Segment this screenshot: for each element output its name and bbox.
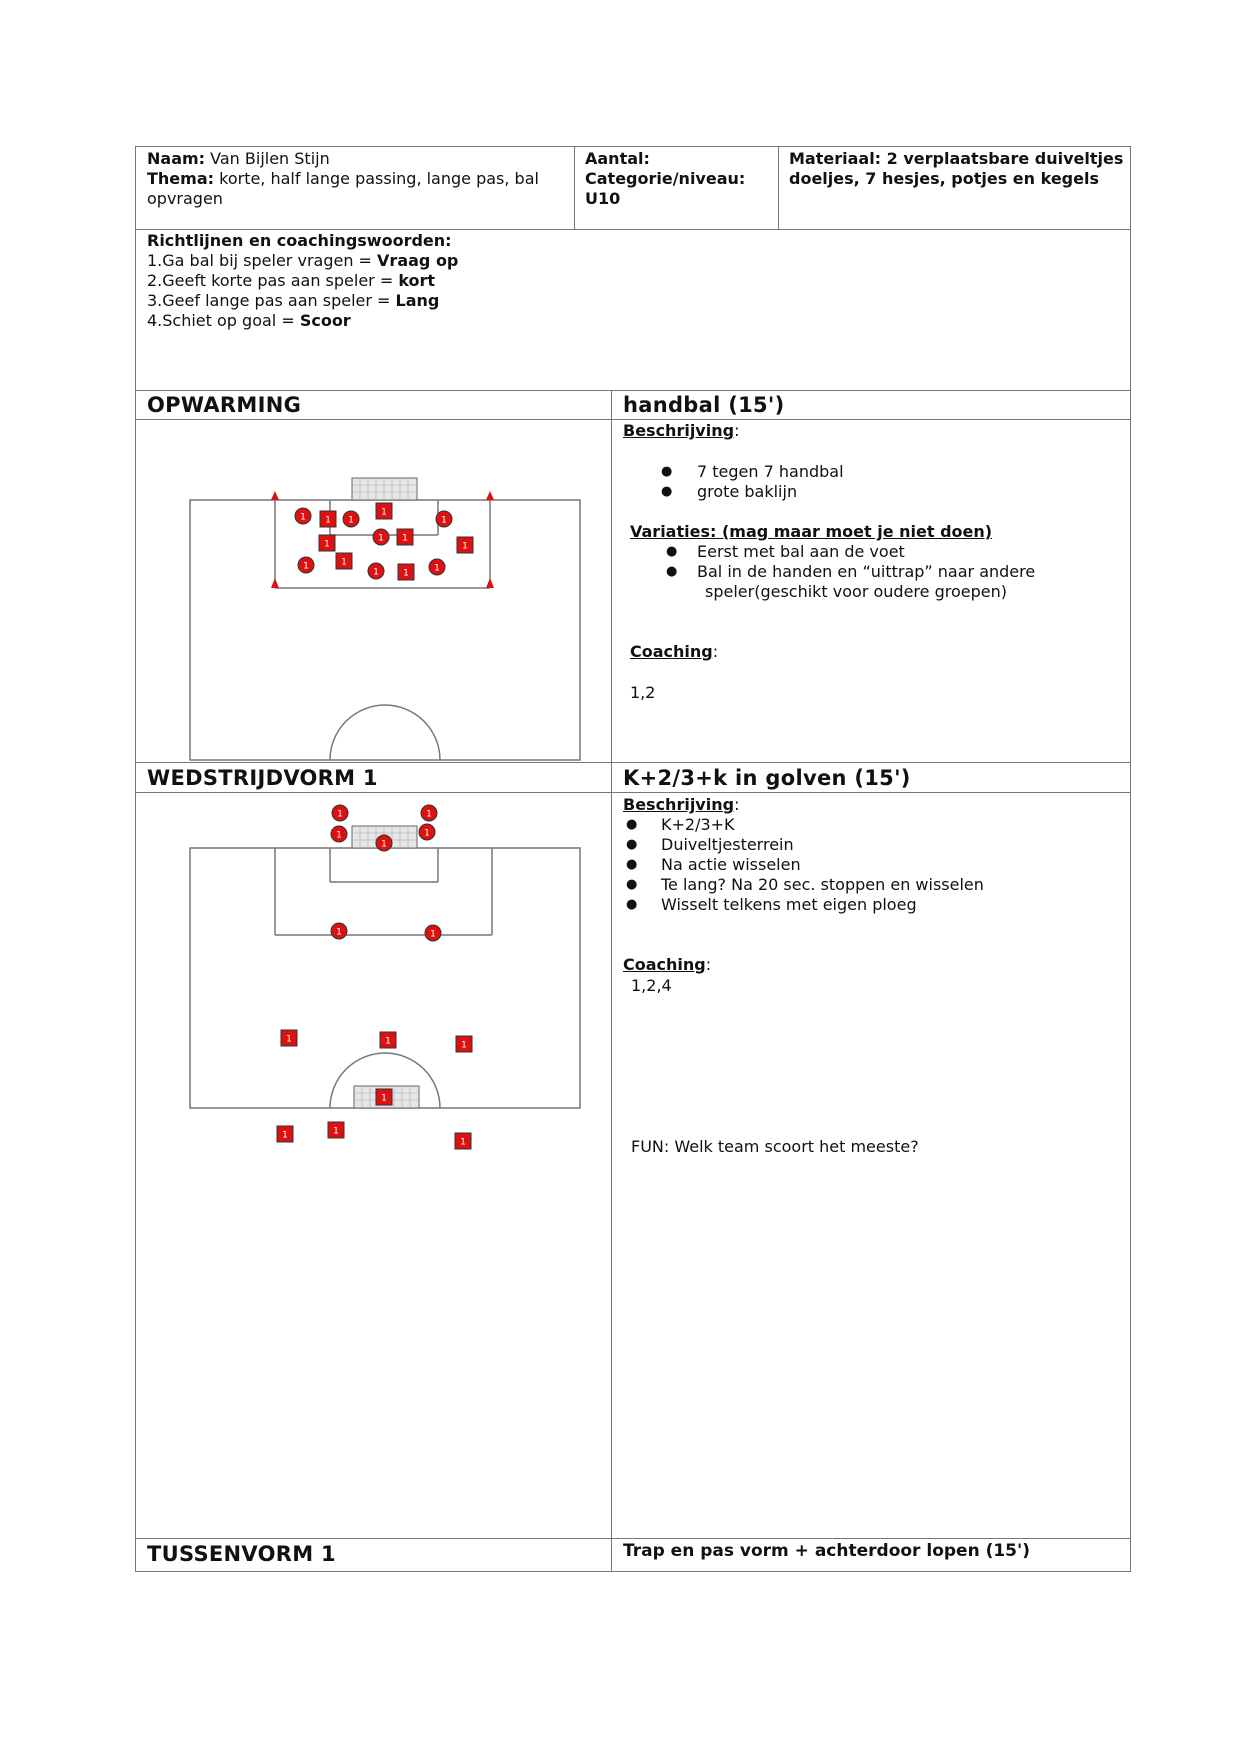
svg-text:1: 1 (385, 1036, 391, 1047)
bullet-dot: ● (626, 837, 638, 852)
svg-text:1: 1 (441, 515, 447, 526)
categorie-value: U10 (585, 189, 621, 208)
svg-text:1: 1 (426, 809, 432, 820)
svg-text:1: 1 (381, 507, 387, 518)
coaching-label: Coaching (623, 955, 706, 974)
richtlijnen-title: Richtlijnen en coachingswoorden: (147, 231, 452, 250)
bullet-dot: ● (661, 484, 673, 499)
variatie-item: speler(geschikt voor oudere groepen) (705, 582, 1007, 601)
coaching-value: 1,2 (630, 683, 656, 702)
svg-text:1: 1 (333, 1126, 339, 1137)
svg-text:1: 1 (336, 830, 342, 841)
bullet-item: Duiveltjesterrein (661, 835, 794, 854)
svg-text:1: 1 (402, 533, 408, 544)
bullet-item: K+2/3+K (661, 815, 735, 834)
bullet-dot: ● (666, 544, 678, 559)
svg-text:1: 1 (324, 539, 330, 550)
richtlijn-item: 2.Geeft korte pas aan speler = kort (147, 271, 436, 290)
bullet-dot: ● (626, 877, 638, 892)
coaching-value: 1,2,4 (631, 976, 672, 995)
thema-value: korte, half lange passing, lange pas, bal opvragen (147, 169, 539, 208)
svg-text:1: 1 (460, 1137, 466, 1148)
categorie-label: Categorie/niveau: (585, 169, 746, 188)
svg-text:1: 1 (462, 541, 468, 552)
naam-label: Naam: (147, 149, 206, 168)
materiaal-text: Materiaal: 2 verplaatsbare duiveltjes doeljes, 7 hesjes, potjes en kegels (789, 149, 1124, 188)
bullet-dot: ● (626, 897, 638, 912)
svg-text:1: 1 (403, 568, 409, 579)
svg-text:1: 1 (282, 1130, 288, 1141)
player-square-token (456, 1036, 472, 1052)
wedstrijdvorm-subtitle: K+2/3+k in golven (15') (623, 766, 911, 790)
player-circle-token (331, 923, 347, 939)
variatie-item: Eerst met bal aan de voet (697, 542, 905, 561)
player-square-token (328, 1122, 344, 1138)
richtlijn-item: 1.Ga bal bij speler vragen = Vraag op (147, 251, 459, 270)
bullet-item: grote baklijn (697, 482, 798, 501)
svg-text:1: 1 (381, 1093, 387, 1104)
beschrijving-label: Beschrijving (623, 795, 735, 814)
svg-text:1: 1 (434, 563, 440, 574)
fun-text: FUN: Welk team scoort het meeste? (631, 1137, 919, 1156)
player-square-token (281, 1030, 297, 1046)
player-circle-token (419, 824, 435, 840)
svg-text:1: 1 (381, 839, 387, 850)
svg-text:1: 1 (373, 567, 379, 578)
richtlijn-item: 3.Geef lange pas aan speler = Lang (147, 291, 440, 310)
svg-text:1: 1 (300, 512, 306, 523)
opwarming-beschrijving: Beschrijving: (623, 421, 740, 440)
svg-text:1: 1 (336, 927, 342, 938)
player-circle-token (421, 805, 437, 821)
variatie-item: Bal in de handen en “uittrap” naar andere (697, 562, 1036, 581)
svg-text:1: 1 (341, 557, 347, 568)
naam-value: Van Bijlen Stijn (210, 149, 330, 168)
svg-text:1: 1 (424, 828, 430, 839)
svg-text:1: 1 (303, 561, 309, 572)
beschrijving-label: Beschrijving (623, 421, 735, 440)
bullet-item: Na actie wisselen (661, 855, 801, 874)
svg-text:1: 1 (337, 809, 343, 820)
svg-text:1: 1 (348, 515, 354, 526)
tussenvorm-subtitle: Trap en pas vorm + achterdoor lopen (15') (623, 1541, 1030, 1561)
svg-text:1: 1 (325, 515, 331, 526)
tussenvorm-title: TUSSENVORM 1 (147, 1542, 336, 1566)
richtlijn-item: 4.Schiet op goal = Scoor (147, 311, 351, 330)
aantal-label: Aantal: (585, 149, 650, 168)
bullet-item: Wisselt telkens met eigen ploeg (661, 895, 917, 914)
bullet-item: Te lang? Na 20 sec. stoppen en wisselen (661, 875, 984, 894)
opwarming-title: OPWARMING (147, 393, 302, 417)
wedstrijdvorm-coaching: Coaching: (623, 955, 712, 974)
svg-text:1: 1 (286, 1034, 292, 1045)
player-square-token (277, 1126, 293, 1142)
opwarming-subtitle: handbal (15') (623, 393, 785, 417)
bullet-dot: ● (661, 464, 673, 479)
player-circle-token (331, 826, 347, 842)
player-circle-token (425, 925, 441, 941)
bullet-dot: ● (626, 817, 638, 832)
svg-text:1: 1 (461, 1040, 467, 1051)
bullet-item: 7 tegen 7 handbal (697, 462, 844, 481)
player-square-token (376, 1089, 392, 1105)
bullet-dot: ● (626, 857, 638, 872)
player-square-token (455, 1133, 471, 1149)
bullet-dot: ● (666, 564, 678, 579)
field-outline (190, 848, 580, 1108)
player-circle-token (332, 805, 348, 821)
variaties-label: Variaties: (mag maar moet je niet doen) (630, 522, 993, 541)
player-circle-token (376, 835, 392, 851)
player-square-token (380, 1032, 396, 1048)
coaching-label: Coaching (630, 642, 713, 661)
wedstrijdvorm-beschrijving: Beschrijving: (623, 795, 740, 814)
svg-text:1: 1 (430, 929, 436, 940)
svg-text:1: 1 (378, 533, 384, 544)
opwarming-coaching: Coaching: (630, 642, 719, 661)
thema-label: Thema: (147, 169, 215, 188)
wedstrijdvorm-title: WEDSTRIJDVORM 1 (147, 766, 378, 790)
